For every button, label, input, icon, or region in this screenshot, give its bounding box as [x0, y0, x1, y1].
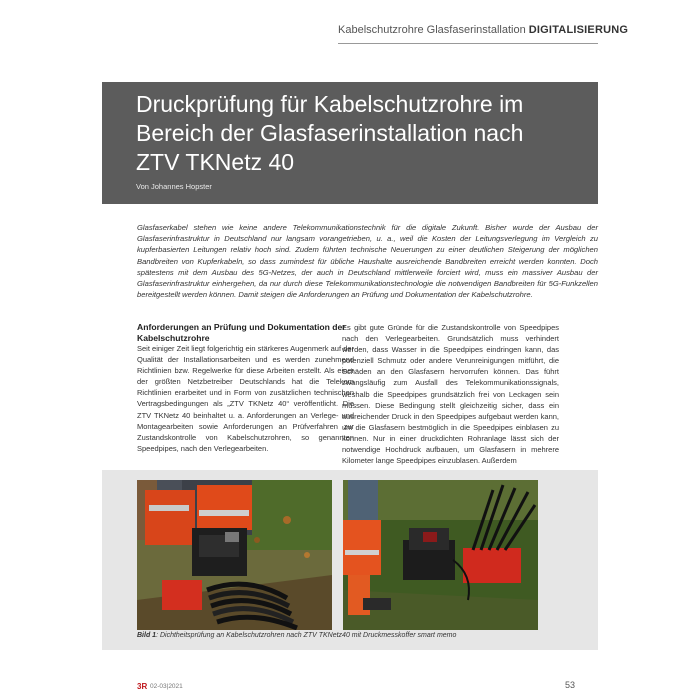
page-number: 53 [565, 680, 576, 690]
article-lead: Glasfaserkabel stehen wie keine andere Telekommunikationstechnik für die digitale Zukunft. Bisher wurde der Ausbau der Glasfaserinfrastruktur in Deutschland nur langsam vorangetrieben, u. a., weil die Kosten der Leitungsverlegung im Vergleich zu kupferbasierten Leitungen relativ hoch sind. Zudem führten technische Neuerungen zu einer deutlichen Steigerung der möglichen Bandbreiten von Kupferkabeln, so dass zumindest für übliche Haushalte ausreichende Bandbreiten erreicht werden konnten. Doch spätestens mit dem Ausbau des 5G-Netzes, der auch in Deutschland mittlerweile forciert wird, muss ein massiver Ausbau der Glasfaserinfrastruktur einhergehen, da nur durch diese Telekommunikationstechnologie die notwendigen Bandbreiten für 5G-Funkzellen bereitgestellt werden können. Damit steigen die Anforderungen an Prüfung und Dokumentation der Kabelschutzrohre. [137, 223, 598, 300]
figure-caption [137, 632, 456, 639]
figure-panel [102, 470, 598, 650]
column-left [137, 322, 354, 454]
section-heading: Anforderungen an Prüfung und Dokumentation der Kabelschutzrohre [137, 322, 346, 343]
header-divider [338, 43, 598, 44]
issue-number: 02-03|2021 [150, 683, 183, 690]
column-right [342, 322, 559, 466]
header-category: DIGITALISIERUNG [528, 24, 629, 36]
article-byline: Von Johannes Hopster [136, 182, 212, 191]
column-right-text: Es gibt gute Gründe für die Zustandskontrolle von Speedpipes nach den Verlegearbeiten. Grundsätzlich muss verhindert werden, dass Wasser in die Speedpipes eindringen kann, das potenziell Schmutz oder andere Verunreinigungen mitführt, die Schäden an den Glasfasern hervorrufen können. Das führt zwangsläufig zum Ausfall des Telekommunikationssignals, weshalb die Speedpipes grundsätzlich frei von Leckagen sein müssen. Diese Bedingung stellt gleichzeitig sicher, dass ein ausreichender Druck in den Speedpipes aufgebaut werden kann, um die Glasfasern bestmöglich in die Speedpipes einblasen zu können. Nur in einer druckdichten Rohranlage lässt sich der notwendige Hochdruck aufbauen, um Glasfasern in mehrere Kilometer lange Speedpipes einzublasen. Außerdem [342, 323, 559, 466]
figure-photo-right [343, 480, 538, 630]
article-title: Druckprüfung für Kabelschutzrohre im Bereich der Glasfaserinstallation nach ZTV TKNetz 40 [136, 91, 524, 175]
header-section: Kabelschutzrohre Glasfaserinstallation [338, 24, 526, 36]
figure-photo-left [137, 480, 332, 630]
figure-label: Bild 1 [137, 632, 157, 639]
title-box [102, 82, 598, 204]
publisher-logo: 3R [137, 682, 148, 691]
figure-caption-text: : Dichtheitsprüfung an Kabelschutzrohren nach ZTV TKNetz40 mit Druckmesskoffer smart memo [156, 632, 457, 639]
column-left-text: Seit einiger Zeit liegt folgerichtig ein stärkeres Augenmerk auf der Qualität der Installationsarbeiten und es werden zunehmend Richtlinien bzw. Regelwerke für diese Arbeiten erstellt. Als einer der größten Netzbetreiber Deutschlands hat die Telekom Richtlinien erarbeitet und in Form von zusätzlichen technischen Vertragsbedingungen als „ZTV TKNetz 40“ veröffentlicht. Die ZTV TKNetz 40 beinhaltet u. a. Anforderungen an Verlege- und Montagearbeiten sowie Anforderungen an Prüfverfahren zur Zustandskontrolle von Kabelschutzrohren, so genannten Speedpipes, nach den Verlegearbeiten. [137, 344, 354, 453]
running-header [338, 24, 629, 36]
